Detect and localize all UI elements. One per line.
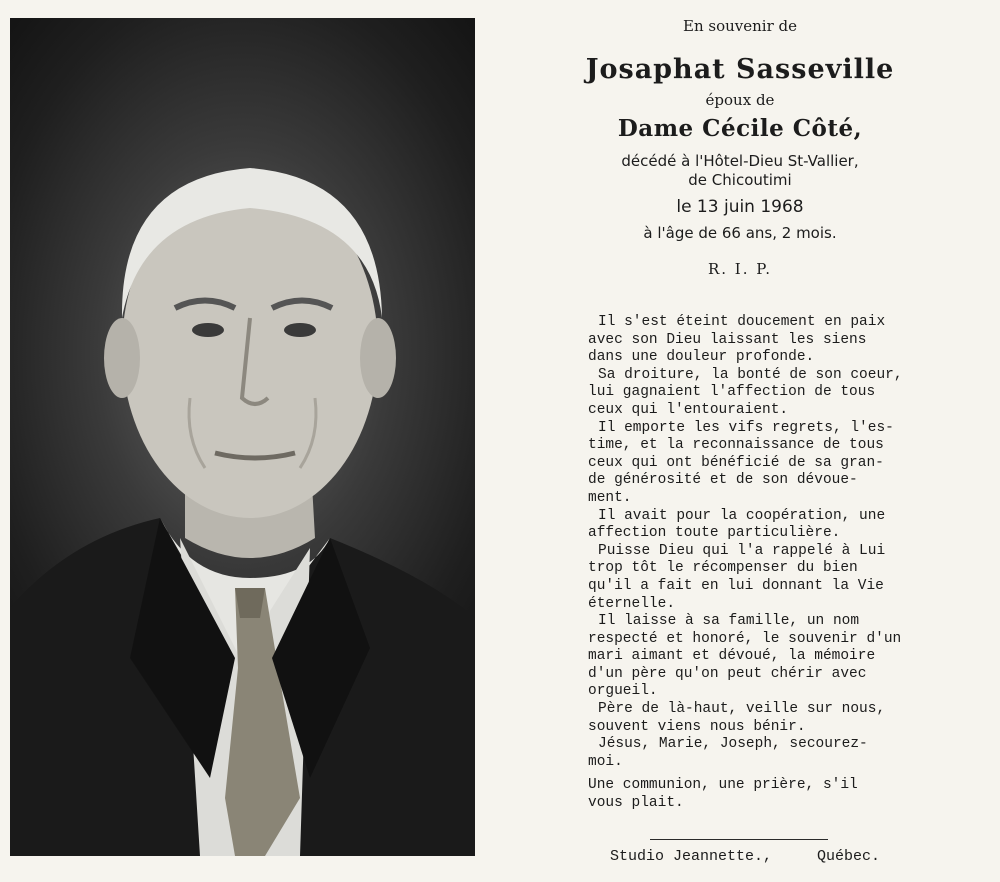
memorial-line: vous plait. bbox=[588, 795, 684, 812]
death-date: le 13 juin 1968 bbox=[676, 197, 804, 217]
memorial-line: Sa droiture, la bonté de son coeur, bbox=[598, 366, 903, 383]
intro-text: En souvenir de bbox=[683, 17, 797, 35]
memorial-line: orgueil. bbox=[588, 683, 658, 700]
divider-rule bbox=[650, 839, 828, 840]
memorial-line: Jésus, Marie, Joseph, secourez- bbox=[598, 736, 868, 753]
memorial-line: Il emporte les vifs regrets, l'es- bbox=[598, 419, 894, 436]
memorial-line: time, et la reconnaissance de tous bbox=[588, 437, 884, 454]
memorial-line: Puisse Dieu qui l'a rappelé à Lui bbox=[598, 542, 886, 559]
studio-city: Québec. bbox=[817, 848, 881, 865]
memorial-line: Une communion, une prière, s'il bbox=[588, 777, 858, 794]
memorial-line: ceux qui l'entouraient. bbox=[588, 401, 789, 418]
memorial-line: trop tôt le récompenser du bien bbox=[588, 560, 858, 577]
place-line-1: décédé à l'Hôtel-Dieu St-Vallier, bbox=[621, 152, 859, 170]
memorial-line: mari aimant et dévoué, la mémoire bbox=[588, 648, 876, 665]
memorial-text bbox=[588, 314, 918, 813]
memorial-line: ment. bbox=[588, 489, 632, 506]
deceased-name: Josaphat Sasseville bbox=[585, 54, 895, 85]
memorial-line: ceux qui ont bénéficié de sa gran- bbox=[588, 454, 884, 471]
age-text: à l'âge de 66 ans, 2 mois. bbox=[643, 224, 837, 242]
memorial-line: Il laisse à sa famille, un nom bbox=[598, 613, 860, 630]
memorial-line: éternelle. bbox=[588, 595, 676, 612]
memorial-line: moi. bbox=[588, 753, 623, 770]
memorial-line: affection toute particulière. bbox=[588, 525, 841, 542]
memorial-line: respecté et honoré, le souvenir d'un bbox=[588, 630, 902, 647]
rip-text: R. I. P. bbox=[707, 260, 773, 278]
memorial-line: Il avait pour la coopération, une bbox=[598, 507, 886, 524]
spouse-intro: époux de bbox=[705, 91, 775, 109]
portrait-illustration bbox=[10, 18, 475, 856]
place-line-2: de Chicoutimi bbox=[688, 171, 792, 189]
memorial-line: qu'il a fait en lui donnant la Vie bbox=[588, 577, 884, 594]
memorial-line: de générosité et de son dévoue- bbox=[588, 472, 858, 489]
memorial-line: lui gagnaient l'affection de tous bbox=[588, 384, 876, 401]
memorial-line: Il s'est éteint doucement en paix bbox=[598, 314, 886, 330]
memorial-line: dans une douleur profonde. bbox=[588, 349, 815, 366]
memorial-line: d'un père qu'on peut chérir avec bbox=[588, 665, 867, 682]
memorial-line: souvent viens nous bénir. bbox=[588, 718, 806, 735]
studio-name: Studio Jeannette., bbox=[610, 848, 773, 865]
portrait-photo bbox=[10, 18, 475, 856]
spouse-name: Dame Cécile Côté, bbox=[617, 115, 863, 142]
memorial-line: Père de là-haut, veille sur nous, bbox=[598, 701, 886, 718]
memorial-line: avec son Dieu laissant les siens bbox=[588, 331, 867, 348]
card-header bbox=[560, 14, 920, 279]
studio-credit bbox=[610, 848, 910, 866]
